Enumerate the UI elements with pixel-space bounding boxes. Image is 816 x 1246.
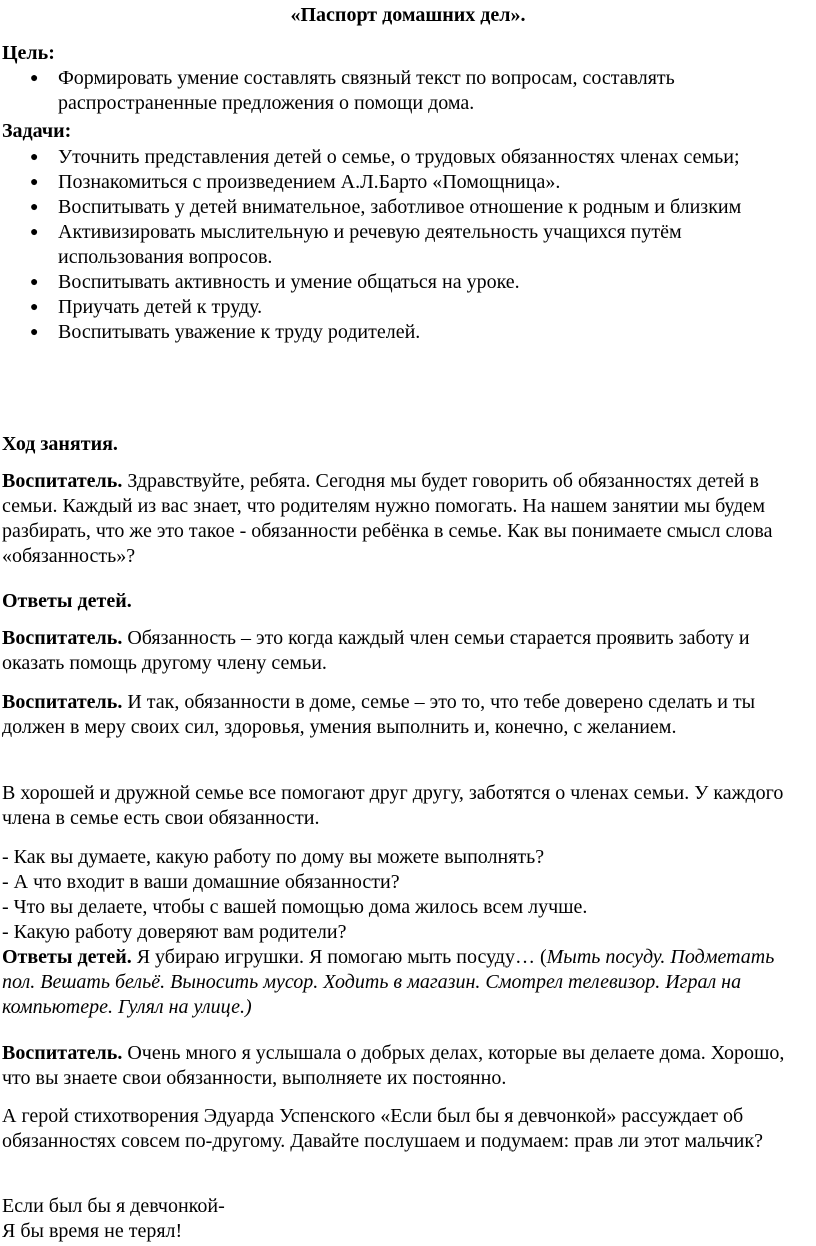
tasks-label: Задачи: xyxy=(2,120,72,142)
speaker-label: Воспитатель. xyxy=(2,470,123,492)
list-item: ● Познакомиться с произведением А.Л.Барто «Помощница». xyxy=(30,171,561,193)
poem-line: Я бы время не терял! xyxy=(2,1220,183,1242)
speaker-label: Ответы детей. xyxy=(2,946,132,968)
poem-line: Если был бы я девчонкой- xyxy=(2,1195,225,1217)
lesson-heading: Ход занятия. xyxy=(2,433,118,455)
children-answers-heading: Ответы детей. xyxy=(2,590,132,612)
goal-list xyxy=(0,66,790,116)
children-answers-paragraph: Ответы детей. Я убираю игрушки. Я помогаю мыть посуду… (Мыть посуду. Подметать пол. Вешать бельё. Выносить мусор. Ходить в магазин. Смотрел телевизор. Играл на компьютере. Гулял на улице.) xyxy=(2,946,775,1018)
list-item: ● Воспитывать активность и умение общаться на уроке. xyxy=(30,271,520,293)
paragraph-families: В хорошей и дружной семье все помогают друг другу, заботятся о членах семьи. У каждого члена в семье есть свои обязанности. xyxy=(2,782,784,829)
question-line: - Что вы делаете, чтобы с вашей помощью дома жилось всем лучше. xyxy=(2,896,588,918)
bullet-icon: ● xyxy=(30,175,39,190)
questions-block xyxy=(2,845,808,1020)
list-item: ● Приучать детей к труду. xyxy=(30,296,263,318)
bullet-icon: ● xyxy=(30,325,39,340)
paragraph-teacher-2: Воспитатель. Обязанность – это когда каждый член семьи старается проявить заботу и оказать помощь другому члену семьи. xyxy=(2,627,750,674)
bullet-icon: ● xyxy=(30,275,39,290)
question-line: - Как вы думаете, какую работу по дому вы можете выполнять? xyxy=(2,846,545,868)
paragraph-teacher-1: Воспитатель. Здравствуйте, ребята. Сегодня мы будет говорить об обязанностях детей в семьи. Каждый из вас знает, что родителям нужно помогать. На нашем занятии мы будем разбирать, что же это такое - обязанности ребёнка в семье. Как вы понимаете смысл слова «обязанность»? xyxy=(2,470,773,567)
poem-block xyxy=(2,1194,808,1244)
bullet-icon: ● xyxy=(30,150,39,165)
speaker-label: Воспитатель. xyxy=(2,627,123,649)
tasks-list xyxy=(0,145,790,345)
list-item: ● Формировать умение составлять связный текст по вопросам, составлять распространенные предложения о помощи дома. xyxy=(30,67,675,114)
page-title: «Паспорт домашних дел». xyxy=(290,4,526,26)
list-item: ● Активизировать мыслительную и речевую деятельность учащихся путём использования вопросов. xyxy=(30,221,682,268)
speaker-label: Воспитатель. xyxy=(2,691,123,713)
paragraph-poem-intro: А герой стихотворения Эдуарда Успенского «Если был бы я девчонкой» рассуждает об обязанностях совсем по-другому. Давайте послушаем и подумаем: прав ли этот мальчик? xyxy=(2,1105,763,1152)
goal-label: Цель: xyxy=(2,42,55,64)
answers-italic: Мыть посуду. Подметать пол. Вешать бельё. Выносить мусор. Ходить в магазин. Смотрел телевизор. Играл на компьютере. Гулял на улице.) xyxy=(2,946,775,1018)
bullet-icon: ● xyxy=(30,71,39,86)
question-line: - Какую работу доверяют вам родители? xyxy=(2,921,347,943)
paragraph-teacher-4: Воспитатель. Очень много я услышала о добрых делах, которые вы делаете дома. Хорошо, что вы знаете свои обязанности, выполняете их постоянно. xyxy=(2,1042,785,1089)
question-line: - А что входит в ваши домашние обязанности? xyxy=(2,871,400,893)
paragraph-teacher-3: Воспитатель. И так, обязанности в доме, семье – это то, что тебе доверено сделать и ты должен в меру своих сил, здоровья, умения выполнить и, конечно, с желанием. xyxy=(2,691,756,738)
bullet-icon: ● xyxy=(30,300,39,315)
speaker-label: Воспитатель. xyxy=(2,1042,123,1064)
list-item: ● Уточнить представления детей о семье, о трудовых обязанностях членах семьи; xyxy=(30,146,740,168)
list-item: ● Воспитывать у детей внимательное, заботливое отношение к родным и близким xyxy=(30,196,742,218)
bullet-icon: ● xyxy=(30,200,39,215)
bullet-icon: ● xyxy=(30,225,39,240)
list-item: ● Воспитывать уважение к труду родителей. xyxy=(30,321,421,343)
